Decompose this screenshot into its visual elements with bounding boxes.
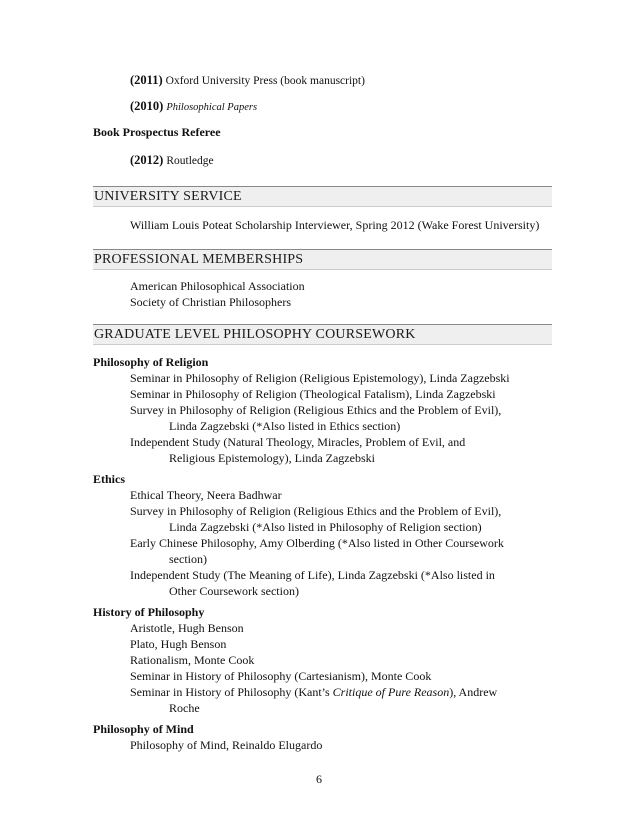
referee-entry <box>130 99 257 114</box>
section-graduate-coursework <box>93 324 552 345</box>
course-line: Seminar in History of Philosophy (Cartesianism), Monte Cook <box>130 669 432 683</box>
membership-item: American Philosophical Association <box>130 279 305 293</box>
kant-prefix: Seminar in History of Philosophy (Kant’s <box>130 685 333 699</box>
ethics-heading: Ethics <box>93 472 126 486</box>
course-line: Seminar in Philosophy of Religion (Theological Fatalism), Linda Zagzebski <box>130 387 496 401</box>
referee-publisher: Oxford University Press (book manuscript) <box>165 75 365 87</box>
referee-journal: Philosophical Papers <box>166 102 258 113</box>
course-line: Seminar in Philosophy of Religion (Religious Epistemology), Linda Zagzebski <box>130 371 510 385</box>
membership-item: Society of Christian Philosophers <box>130 295 291 309</box>
course-line: Independent Study (Natural Theology, Miracles, Problem of Evil, and <box>130 435 466 449</box>
course-line-cont: Roche <box>169 701 200 715</box>
course-line-cont: Other Coursework section) <box>169 584 299 598</box>
course-line: Aristotle, Hugh Benson <box>130 621 244 635</box>
referee-entry <box>130 73 365 88</box>
prospectus-heading: Book Prospectus Referee <box>93 125 221 139</box>
service-item: William Louis Poteat Scholarship Interviewer, Spring 2012 (Wake Forest University) <box>130 218 540 232</box>
section-title: GRADUATE LEVEL PHILOSOPHY COURSEWORK <box>94 327 416 342</box>
prospectus-publisher: Routledge <box>166 155 214 167</box>
course-line: Plato, Hugh Benson <box>130 637 227 651</box>
course-line: Early Chinese Philosophy, Amy Olberding (*Also listed in Other Coursework <box>130 536 504 550</box>
course-line-cont: Religious Epistemology), Linda Zagzebski <box>169 451 375 465</box>
religion-heading: Philosophy of Religion <box>93 355 209 369</box>
prospectus-year: (2012) <box>130 153 164 167</box>
course-line-kant <box>130 685 497 700</box>
course-line: Survey in Philosophy of Religion (Religious Ethics and the Problem of Evil), <box>130 504 502 518</box>
prospectus-entry <box>130 153 214 168</box>
course-line: Philosophy of Mind, Reinaldo Elugardo <box>130 738 323 752</box>
course-line-cont: Linda Zagzebski (*Also listed in Philosophy of Religion section) <box>169 520 482 534</box>
course-line: Ethical Theory, Neera Badhwar <box>130 488 282 502</box>
section-title: PROFESSIONAL MEMBERSHIPS <box>94 252 304 267</box>
course-line: Independent Study (The Meaning of Life), Linda Zagzebski (*Also listed in <box>130 568 495 582</box>
mind-heading: Philosophy of Mind <box>93 722 194 736</box>
course-line-cont: Linda Zagzebski (*Also listed in Ethics section) <box>169 419 401 433</box>
kant-book-title: Critique of Pure Reason <box>332 685 450 699</box>
course-line-cont: section) <box>169 552 207 566</box>
section-university-service <box>93 186 552 207</box>
referee-year: (2011) <box>130 73 163 87</box>
referee-year: (2010) <box>130 99 164 113</box>
course-line: Survey in Philosophy of Religion (Religious Ethics and the Problem of Evil), <box>130 403 502 417</box>
kant-suffix: ), Andrew <box>449 685 498 699</box>
section-title: UNIVERSITY SERVICE <box>94 189 242 204</box>
course-line: Rationalism, Monte Cook <box>130 653 255 667</box>
history-heading: History of Philosophy <box>93 605 205 619</box>
page-number: 6 <box>316 772 322 786</box>
section-professional-memberships <box>93 249 552 270</box>
